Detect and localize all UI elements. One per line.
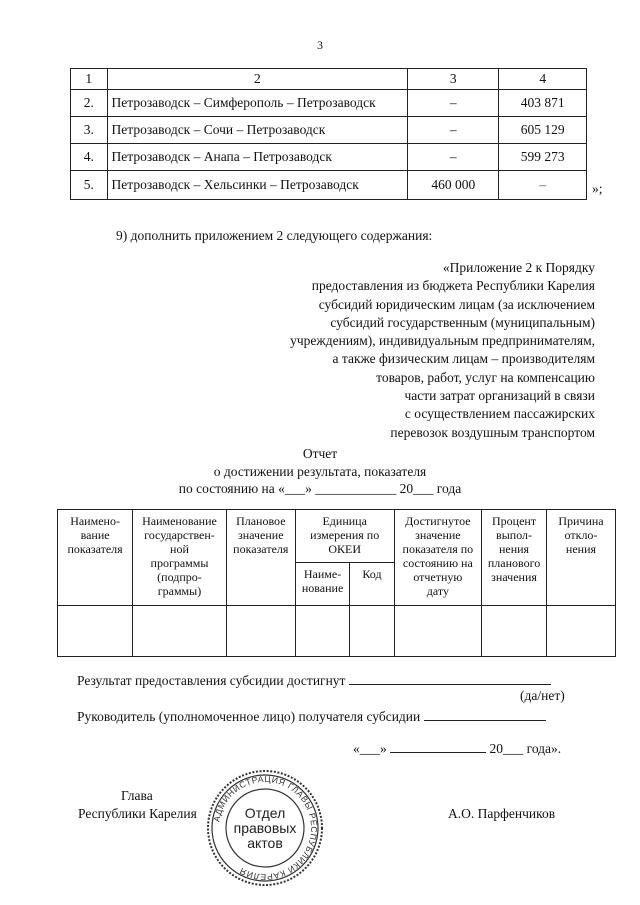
route-table bbox=[70, 68, 587, 200]
col3-value: – bbox=[408, 144, 499, 171]
report-table-header bbox=[58, 510, 616, 563]
official-stamp bbox=[205, 768, 325, 888]
route-name: Петрозаводск – Сочи – Петрозаводск bbox=[107, 117, 408, 144]
date-day: «___» bbox=[353, 741, 387, 756]
date-month-line bbox=[390, 738, 486, 753]
route-name: Петрозаводск – Хельсинки – Петрозаводск bbox=[107, 171, 408, 200]
col-achieved-value: Достигнутое значение показателя по состоянию на отчетную дату bbox=[394, 510, 482, 606]
col3-value: – bbox=[408, 117, 499, 144]
col-unit-code: Код bbox=[350, 563, 394, 606]
route-name: Петрозаводск – Анапа – Петрозаводск bbox=[107, 144, 408, 171]
stamp-text: правовых bbox=[233, 820, 297, 836]
report-table bbox=[57, 509, 616, 657]
result-label: Результат предоставления субсидии достигнут bbox=[77, 673, 346, 688]
appendix-line: субсидий юридическим лицам (за исключением bbox=[318, 296, 595, 312]
route-table-header bbox=[71, 69, 587, 90]
col4-value: 599 273 bbox=[499, 144, 587, 171]
appendix-line: «Приложение 2 к Порядку bbox=[442, 260, 595, 275]
header-cell: 1 bbox=[71, 69, 108, 90]
table-row bbox=[71, 171, 587, 200]
signature-title: Глава bbox=[121, 788, 153, 803]
appendix-line: субсидий государственным (муниципальным) bbox=[330, 314, 595, 330]
signature-org: Республики Карелия bbox=[78, 806, 197, 821]
head-row bbox=[77, 706, 546, 725]
col4-value: 605 129 bbox=[499, 117, 587, 144]
empty-cell bbox=[546, 606, 615, 657]
table-row bbox=[71, 90, 587, 117]
route-name: Петрозаводск – Симферополь – Петрозаводск bbox=[107, 90, 408, 117]
item-9-text: 9) дополнить приложением 2 следующего содержания: bbox=[116, 228, 433, 243]
page-number: 3 bbox=[317, 38, 323, 52]
empty-cell bbox=[133, 606, 227, 657]
empty-cell bbox=[482, 606, 547, 657]
col3-value: 460 000 bbox=[408, 171, 499, 200]
table-row bbox=[71, 117, 587, 144]
date-year: 20___ года». bbox=[489, 741, 562, 756]
col4-value: – bbox=[499, 171, 587, 200]
row-number: 5. bbox=[71, 171, 108, 200]
col-unit: Единица измерения по ОКЕИ bbox=[295, 510, 394, 563]
appendix-line: с осуществлением пассажирских bbox=[404, 406, 595, 422]
yes-no-hint: (да/нет) bbox=[520, 688, 565, 703]
header-cell: 2 bbox=[107, 69, 408, 90]
empty-cell bbox=[394, 606, 482, 657]
col3-value: – bbox=[408, 90, 499, 117]
report-title-block bbox=[0, 445, 640, 498]
stamp-ring-text: АДМИНИСТРАЦИЯ ГЛАВЫ РЕСПУБЛИКИ КАРЕЛИЯ bbox=[211, 773, 320, 883]
report-as-of: по состоянию на «___» ____________ 20___ года bbox=[178, 481, 462, 496]
col-unit-name: Наиме- нование bbox=[295, 563, 350, 606]
signature-name: А.О. Парфенчиков bbox=[448, 806, 556, 821]
report-subtitle: о достижении результата, показателя bbox=[213, 463, 427, 479]
result-blank-line bbox=[349, 670, 551, 685]
appendix-line: а также физическим лицам – производителям bbox=[332, 351, 595, 367]
empty-cell bbox=[295, 606, 350, 657]
header-cell: 4 bbox=[499, 69, 587, 90]
row-number: 2. bbox=[71, 90, 108, 117]
stamp-text: Отдел bbox=[244, 805, 286, 821]
empty-cell bbox=[350, 606, 394, 657]
appendix-line: товаров, работ, услуг на компенсацию bbox=[376, 369, 595, 385]
col-indicator-name: Наимено- вание показателя bbox=[58, 510, 133, 606]
appendix-line: части затрат организаций в связи bbox=[404, 388, 595, 404]
header-cell: 3 bbox=[408, 69, 499, 90]
col-planned-value: Плановое значение показателя bbox=[226, 510, 295, 606]
col-program-name: Наименование государствен- ной программы (подпро- граммы) bbox=[133, 510, 227, 606]
result-row bbox=[77, 670, 551, 689]
col-reason: Причина откло- нения bbox=[546, 510, 615, 606]
date-row bbox=[353, 738, 561, 757]
col-percent: Процент выпол- нения планового значения bbox=[482, 510, 547, 606]
col4-value: 403 871 bbox=[499, 90, 587, 117]
table-row bbox=[58, 606, 616, 657]
report-title: Отчет bbox=[302, 446, 338, 461]
closing-quote: »; bbox=[592, 181, 603, 196]
row-number: 4. bbox=[71, 144, 108, 171]
row-number: 3. bbox=[71, 117, 108, 144]
appendix-line: перевозок воздушным транспортом bbox=[390, 424, 595, 440]
empty-cell bbox=[58, 606, 133, 657]
empty-cell bbox=[226, 606, 295, 657]
stamp-text: актов bbox=[247, 835, 283, 851]
appendix-heading bbox=[265, 259, 595, 442]
head-blank-line bbox=[424, 706, 546, 721]
appendix-line: предоставления из бюджета Республики Карелия bbox=[311, 278, 595, 294]
appendix-line: учреждениям), индивидуальным предпринимателям, bbox=[290, 333, 595, 349]
head-label: Руководитель (уполномоченное лицо) получателя субсидии bbox=[77, 709, 421, 724]
table-row bbox=[71, 144, 587, 171]
